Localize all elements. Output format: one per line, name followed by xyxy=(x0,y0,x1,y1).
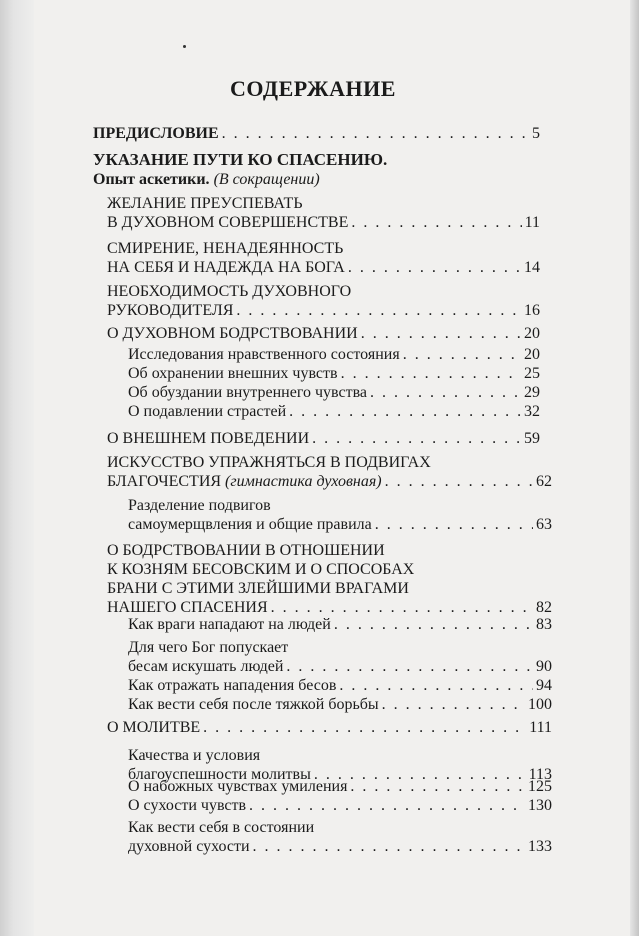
toc-page-number: 82 xyxy=(536,599,552,616)
toc-entry-line: Исследования нравственного состояния xyxy=(128,346,400,363)
toc-entry-line: СМИРЕНИЕ, НЕНАДЕЯННОСТЬ xyxy=(107,240,344,257)
toc-entry xyxy=(107,324,540,343)
toc-entry-line: НА СЕБЯ И НАДЕЖДА НА БОГА xyxy=(107,259,345,276)
toc-entry xyxy=(128,676,552,695)
toc-entry-line: ЖЕЛАНИЕ ПРЕУСПЕВАТЬ xyxy=(107,195,303,212)
toc-entry-line: духовной сухости xyxy=(128,838,250,855)
toc-page-number: 59 xyxy=(524,430,540,447)
toc-entry-line: ИСКУССТВО УПРАЖНЯТЬСЯ В ПОДВИГАХ xyxy=(107,454,431,471)
toc-entry-line: Об охранении внешних чувств xyxy=(128,365,338,382)
toc-entry-line: РУКОВОДИТЕЛЯ xyxy=(107,302,234,319)
toc-entry-line: БЛАГОЧЕСТИЯ xyxy=(107,473,222,490)
toc-entry-line: Как враги нападают на людей xyxy=(128,616,331,633)
toc-page-number: 63 xyxy=(536,516,552,533)
part-subheading xyxy=(93,170,320,189)
toc-page-number: 100 xyxy=(528,696,552,713)
toc-entry xyxy=(128,496,552,534)
print-speck xyxy=(183,45,186,48)
toc-entry-line: Об обуздании внутреннего чувства xyxy=(128,384,368,401)
toc-page-number: 62 xyxy=(536,473,552,490)
toc-page-number: 20 xyxy=(524,346,540,363)
page-edge xyxy=(630,0,639,936)
toc-page-number: 29 xyxy=(524,384,540,401)
toc-entry-line: благоуспешности молитвы xyxy=(128,766,311,783)
toc-page-number: 125 xyxy=(528,778,552,795)
toc-page-number: 111 xyxy=(529,719,552,736)
toc-entry-line: О ДУХОВНОМ БОДРСТВОВАНИИ xyxy=(107,325,358,342)
part-heading: УКАЗАНИЕ ПУТИ КО СПАСЕНИЮ. xyxy=(93,150,388,169)
toc-entry xyxy=(107,429,540,448)
toc-page-number: 5 xyxy=(532,125,540,142)
toc-entry xyxy=(107,239,540,277)
toc-entry-line: Как вести себя после тяжкой борьбы xyxy=(128,696,379,713)
toc-entry-line: БРАНИ С ЭТИМИ ЗЛЕЙШИМИ ВРАГАМИ xyxy=(107,580,409,597)
toc-entry-line: Как отражать нападения бесов xyxy=(128,677,337,694)
toc-page-number: 133 xyxy=(528,838,552,855)
toc-page-number: 130 xyxy=(528,797,552,814)
toc-entry-line: НАШЕГО СПАСЕНИЯ xyxy=(107,599,268,616)
page-title: СОДЕРЖАНИЕ xyxy=(230,76,396,101)
toc-page-number: 16 xyxy=(524,302,540,319)
toc-entry-line: О набожных чувствах умиления xyxy=(128,778,348,795)
toc-entry-line: Разделение подвигов xyxy=(128,497,271,514)
toc-entry xyxy=(128,818,552,856)
toc-entry-line: К КОЗНЯМ БЕСОВСКИМ И О СПОСОБАХ xyxy=(107,561,415,578)
toc-entry-line: О МОЛИТВЕ xyxy=(107,719,201,736)
toc-entry-line: О БОДРСТВОВАНИИ В ОТНОШЕНИИ xyxy=(107,542,385,559)
toc-entry xyxy=(128,364,540,383)
table-of-contents xyxy=(93,76,533,116)
toc-entry-line: О ВНЕШНЕМ ПОВЕДЕНИИ xyxy=(107,430,310,447)
toc-entry xyxy=(128,777,552,796)
toc-entry xyxy=(128,345,540,364)
toc-page-number: 94 xyxy=(536,677,552,694)
toc-entry-line: Качества и условия xyxy=(128,747,261,764)
toc-entry xyxy=(107,282,540,320)
toc-page-number: 20 xyxy=(524,325,540,342)
toc-entry-line: самоумерщвления и общие правила xyxy=(128,516,372,533)
toc-entry xyxy=(107,718,552,737)
toc-entry-preface xyxy=(93,124,540,143)
toc-entry xyxy=(107,453,552,491)
page-gutter xyxy=(0,0,34,936)
toc-entry xyxy=(128,796,552,815)
toc-entry xyxy=(107,541,552,617)
toc-entry xyxy=(128,695,552,714)
part-sub-note: (В сокращении) xyxy=(213,171,320,188)
toc-entry xyxy=(107,194,540,232)
toc-entry xyxy=(128,638,552,676)
toc-page-number: 11 xyxy=(524,214,540,231)
toc-entry-line: В ДУХОВНОМ СОВЕРШЕНСТВЕ xyxy=(107,214,349,231)
toc-page-number: 32 xyxy=(524,403,540,420)
toc-page-number: 14 xyxy=(524,259,540,276)
toc-entry-line: бесам искушать людей xyxy=(128,658,284,675)
toc-page-number: 83 xyxy=(536,616,552,633)
toc-page-number: 90 xyxy=(536,658,552,675)
toc-entry xyxy=(128,383,540,402)
toc-entry-line: Как вести себя в состоянии xyxy=(128,819,315,836)
toc-entry-title: ПРЕДИСЛОВИЕ xyxy=(93,125,219,142)
toc-entry-line: О подавлении страстей xyxy=(128,403,287,420)
toc-entry-note: (гимнастика духовная) xyxy=(225,473,382,490)
toc-page-number: 113 xyxy=(528,766,552,783)
part-sub-title: Опыт аскетики. xyxy=(93,171,210,188)
toc-entry-line: Для чего Бог попускает xyxy=(128,639,289,656)
toc-entry-line: НЕОБХОДИМОСТЬ ДУХОВНОГО xyxy=(107,283,352,300)
toc-entry xyxy=(128,402,540,421)
toc-entry xyxy=(128,615,552,634)
toc-page-number: 25 xyxy=(524,365,540,382)
toc-entry-line: О сухости чувств xyxy=(128,797,247,814)
